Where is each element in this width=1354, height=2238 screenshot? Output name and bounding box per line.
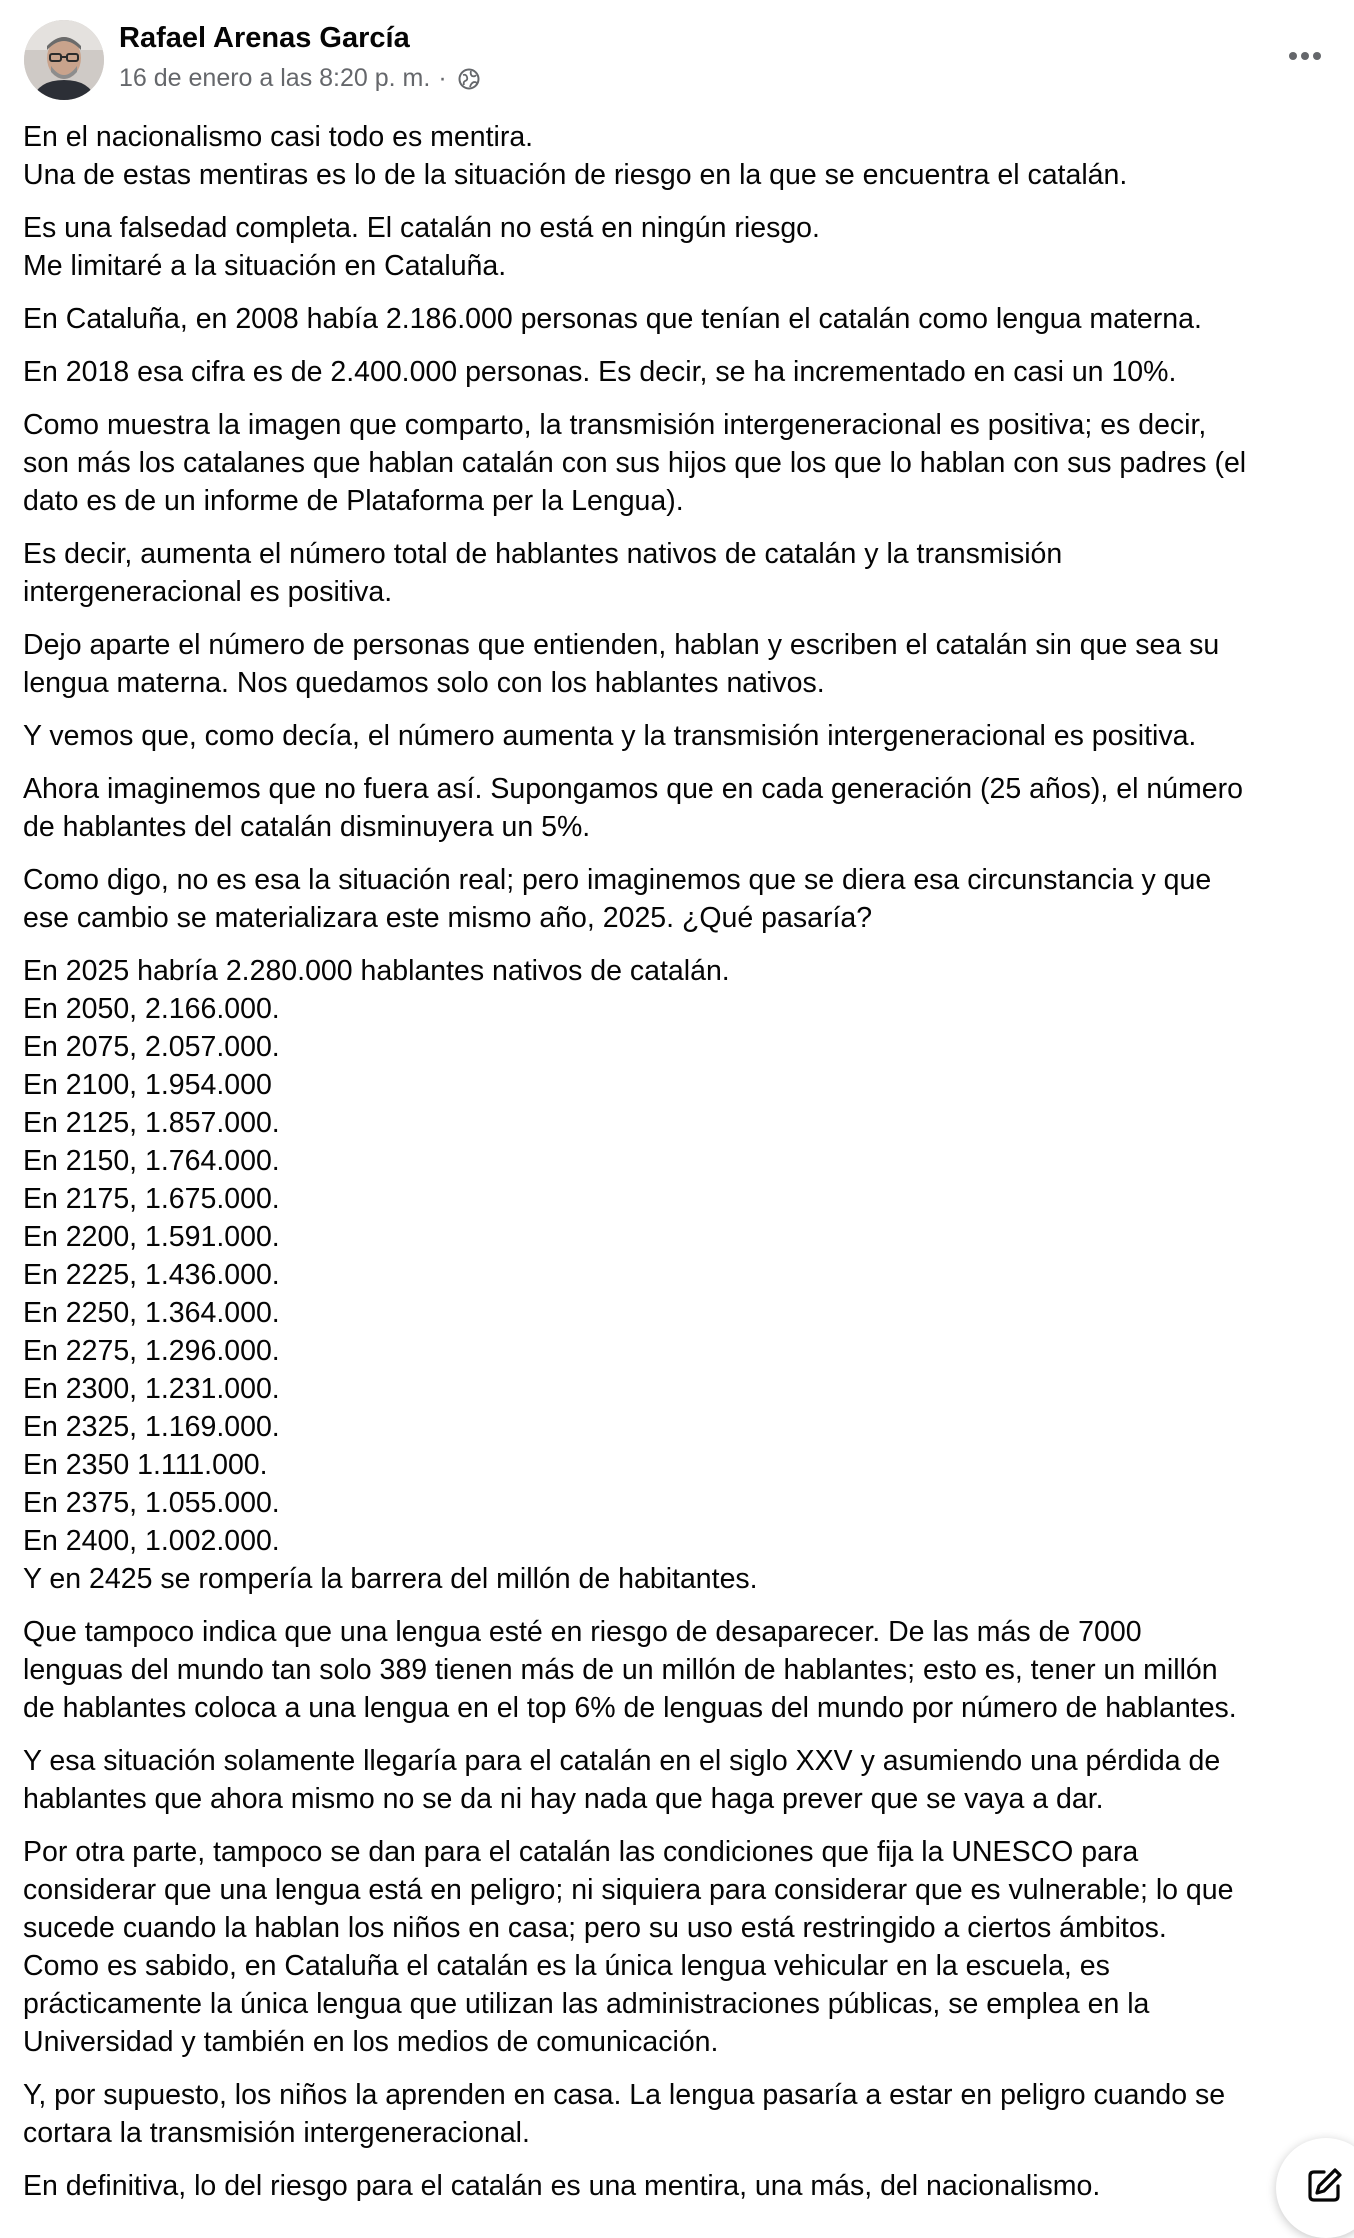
post-text-line: En definitiva, lo del riesgo para el catalán es una mentira, una más, del nacionalismo.	[23, 2170, 1101, 2202]
post-paragraph	[23, 2076, 1343, 2152]
post-text-line: En 2175, 1.675.000.	[23, 1183, 280, 1215]
post-text-line: En 2275, 1.296.000.	[23, 1335, 280, 1367]
post-text-line: Ahora imaginemos que no fuera así. Supongamos que en cada generación (25 años), el número	[23, 773, 1243, 805]
post-paragraph	[23, 300, 1343, 338]
post-text-line: Y esa situación solamente llegaría para el catalán en el siglo XXV y asumiendo una pérdida de	[23, 1745, 1221, 1777]
compose-icon	[1304, 2166, 1344, 2206]
post-text-line: En 2350 1.111.000.	[23, 1449, 268, 1481]
post-text-line: En 2225, 1.436.000.	[23, 1259, 280, 1291]
post-text-line: Como digo, no es esa la situación real; pero imaginemos que se diera esa circunstancia y que	[23, 864, 1212, 896]
author-name[interactable]: Rafael Arenas García	[119, 22, 410, 54]
post-paragraph	[23, 353, 1343, 391]
post-paragraph	[23, 626, 1343, 702]
post-paragraph	[23, 406, 1343, 520]
post-meta	[119, 64, 481, 93]
post-text-line: En 2100, 1.954.000	[23, 1069, 272, 1101]
post-text-line: Como es sabido, en Cataluña el catalán es la única lengua vehicular en la escuela, es	[23, 1950, 1110, 1982]
post-text-line: En 2200, 1.591.000.	[23, 1221, 280, 1253]
post-paragraph	[23, 952, 1343, 1598]
post-paragraph	[23, 861, 1343, 937]
post-timestamp[interactable]: 16 de enero a las 8:20 p. m.	[119, 64, 431, 92]
post-text-line: Que tampoco indica que una lengua esté en riesgo de desaparecer. De las más de 7000	[23, 1616, 1142, 1648]
post-text-line: Es una falsedad completa. El catalán no está en ningún riesgo.	[23, 212, 820, 244]
post-text-line: En 2300, 1.231.000.	[23, 1373, 280, 1405]
post-paragraph	[23, 1613, 1343, 1727]
post-text-line: Y, por supuesto, los niños la aprenden en casa. La lengua pasaría a estar en peligro cuando se	[23, 2079, 1226, 2111]
avatar-image	[24, 20, 104, 100]
post-text-line: hablantes que ahora mismo no se da ni hay nada que haga prever que se vaya a dar.	[23, 1783, 1104, 1815]
post-paragraph	[23, 118, 1343, 194]
post-header	[0, 0, 1354, 120]
post-text-line: En 2400, 1.002.000.	[23, 1525, 280, 1557]
globe-icon	[457, 67, 481, 91]
post-text-line: Por otra parte, tampoco se dan para el catalán las condiciones que fija la UNESCO para	[23, 1836, 1139, 1868]
post-text-line: Y vemos que, como decía, el número aumenta y la transmisión intergeneracional es positiva.	[23, 720, 1197, 752]
post-text-line: Es decir, aumenta el número total de hablantes nativos de catalán y la transmisión	[23, 538, 1063, 570]
post-text-line: Y en 2425 se rompería la barrera del millón de habitantes.	[23, 1563, 758, 1595]
post-text-line: Universidad y también en los medios de comunicación.	[23, 2026, 719, 2058]
post-text-line: En 2150, 1.764.000.	[23, 1145, 280, 1177]
post-paragraph	[23, 2167, 1343, 2205]
post-text-line: de hablantes del catalán disminuyera un 5%.	[23, 811, 591, 843]
post-text-line: En 2125, 1.857.000.	[23, 1107, 280, 1139]
post-text-line: Una de estas mentiras es lo de la situación de riesgo en la que se encuentra el catalán.	[23, 159, 1128, 191]
post-paragraph	[23, 209, 1343, 285]
post-text-line: cortara la transmisión intergeneracional.	[23, 2117, 530, 2149]
post-text-line: En 2250, 1.364.000.	[23, 1297, 280, 1329]
post-text-line: considerar que una lengua está en peligro; ni siquiera para considerar que es vulnerable; lo que	[23, 1874, 1234, 1906]
post-text-line: En el nacionalismo casi todo es mentira.	[23, 121, 534, 153]
post-text-line: sucede cuando la hablan los niños en casa; pero su uso está restringido a ciertos ámbitos.	[23, 1912, 1167, 1944]
post-body	[23, 118, 1343, 2220]
more-options-button[interactable]	[1280, 36, 1330, 76]
post-text-line: En 2050, 2.166.000.	[23, 993, 280, 1025]
post-text-line: prácticamente la única lengua que utilizan las administraciones públicas, se emplea en la	[23, 1988, 1150, 2020]
post-text-line: lengua materna. Nos quedamos solo con los hablantes nativos.	[23, 667, 825, 699]
post-text-line: dato es de un informe de Plataforma per la Lengua).	[23, 485, 684, 517]
post-text-line: Dejo aparte el número de personas que entienden, hablan y escriben el catalán sin que sea su	[23, 629, 1220, 661]
post-paragraph	[23, 717, 1343, 755]
post-text-line: En 2018 esa cifra es de 2.400.000 personas. Es decir, se ha incrementado en casi un 10%.	[23, 356, 1177, 388]
post-text-line: ese cambio se materializara este mismo año, 2025. ¿Qué pasaría?	[23, 902, 873, 934]
post-text-line: En 2325, 1.169.000.	[23, 1411, 280, 1443]
post-text-line: lenguas del mundo tan solo 389 tienen más de un millón de hablantes; esto es, tener un millón	[23, 1654, 1218, 1686]
meta-separator: ·	[438, 64, 447, 92]
post-text-line: En 2025 habría 2.280.000 hablantes nativos de catalán.	[23, 955, 730, 987]
author-avatar[interactable]	[24, 20, 104, 100]
post-paragraph	[23, 1833, 1343, 2061]
post-text-line: Me limitaré a la situación en Cataluña.	[23, 250, 507, 282]
more-horizontal-icon	[1288, 51, 1322, 61]
post-paragraph	[23, 1742, 1343, 1818]
post-text-line: En 2375, 1.055.000.	[23, 1487, 280, 1519]
post-text-line: En Cataluña, en 2008 había 2.186.000 personas que tenían el catalán como lengua materna.	[23, 303, 1202, 335]
post-text-line: Como muestra la imagen que comparto, la transmisión intergeneracional es positiva; es decir,	[23, 409, 1207, 441]
post-text-line: intergeneracional es positiva.	[23, 576, 393, 608]
post-text-line: de hablantes coloca a una lengua en el top 6% de lenguas del mundo por número de hablantes.	[23, 1692, 1237, 1724]
post-text-line: son más los catalanes que hablan catalán con sus hijos que los que lo hablan con sus padres (el	[23, 447, 1247, 479]
post-paragraph	[23, 535, 1343, 611]
post-text-line: En 2075, 2.057.000.	[23, 1031, 280, 1063]
post-paragraph	[23, 770, 1343, 846]
